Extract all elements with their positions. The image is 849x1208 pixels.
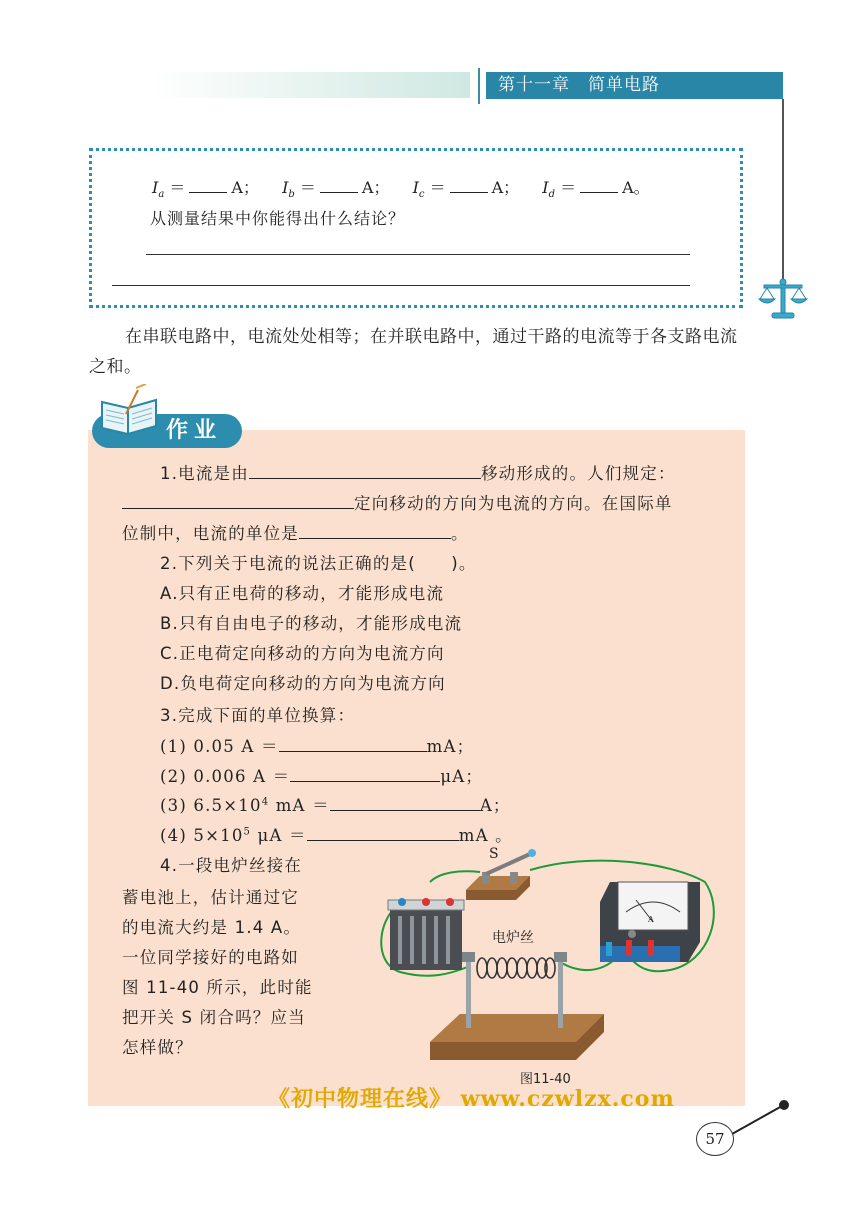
q3-blank-2[interactable] <box>290 765 440 782</box>
answer-line-2[interactable] <box>112 285 690 286</box>
blank-a[interactable] <box>189 178 227 193</box>
q2-stem: 2.下列关于电流的说法正确的是( )。 <box>160 554 477 573</box>
q3-item-4: (4) $5\times 10^5$ μA ＝ mA 。 <box>160 826 513 845</box>
meter-unit: A <box>648 915 654 924</box>
switch-icon <box>466 849 536 900</box>
q2-option-d[interactable]: D.负电荷定向移动的方向为电流方向 <box>160 674 446 693</box>
circuit-figure <box>370 842 720 1064</box>
ammeter-icon <box>600 882 700 962</box>
balance-scale-icon <box>756 277 810 321</box>
current-b: $I_b = A$； <box>282 178 390 201</box>
heating-coil <box>477 958 555 978</box>
wire-battery-switch <box>430 871 480 882</box>
q4-line-1: 4.一段电炉丝接在 <box>160 856 303 875</box>
blank-c[interactable] <box>450 178 488 193</box>
q3-item-3: (3) $6.5\times 10^4$ mA ＝ A； <box>160 796 511 815</box>
q2-option-a[interactable]: A.只有正电荷的移动，才能形成电流 <box>160 584 445 603</box>
q2-option-c[interactable]: C.正电荷定向移动的方向为电流方向 <box>160 644 445 663</box>
chapter-title: 第十一章 简单电路 <box>486 72 783 99</box>
q3-blank-4[interactable] <box>307 824 459 841</box>
margin-line <box>782 99 784 279</box>
q1-line1: 1.电流是由 移动形成的。人们规定： <box>160 464 676 483</box>
pen-icon <box>730 1098 790 1138</box>
q1-blank-1[interactable] <box>249 462 481 479</box>
q3-blank-3[interactable] <box>330 794 480 811</box>
q4-line-4: 一位同学接好的电路如 <box>122 948 299 967</box>
q1-blank-2[interactable] <box>122 492 354 509</box>
q2-option-b[interactable]: B.只有自由电子的移动，才能形成电流 <box>160 614 463 633</box>
page-number: 57 <box>696 1122 734 1156</box>
book-icon <box>96 384 162 436</box>
blank-b[interactable] <box>320 178 358 193</box>
q3-item-1: (1) 0.05 A ＝ mA； <box>160 737 475 756</box>
answer-line-1[interactable] <box>146 254 690 255</box>
current-c: $I_c = A$； <box>412 178 520 201</box>
q4-line-5: 图 11-40 所示，此时能 <box>122 978 313 997</box>
site-watermark: 《初中物理在线》 www.czwlzx.com <box>268 1086 675 1112</box>
q1-blank-3[interactable] <box>299 522 451 539</box>
q4-line-3: 的电流大约是 1.4 A。 <box>122 918 302 937</box>
q4-line-2: 蓄电池上，估计通过它 <box>122 888 299 907</box>
blank-d[interactable] <box>580 178 618 193</box>
q4-line-6: 把开关 S 闭合吗？应当 <box>122 1008 306 1027</box>
current-readings <box>152 175 668 200</box>
header-divider <box>478 68 480 104</box>
post-left <box>466 958 471 1028</box>
q3-stem: 3.完成下面的单位换算： <box>160 706 356 725</box>
q3-blank-1[interactable] <box>279 735 427 752</box>
header-gradient-band <box>150 72 470 98</box>
post-right <box>558 958 563 1028</box>
coil-label: 电炉丝 <box>492 930 534 946</box>
figure-caption: 图11-40 <box>520 1072 571 1087</box>
battery-icon <box>388 898 464 970</box>
q4-line-7: 怎样做？ <box>122 1038 193 1057</box>
q1-line3: 位制中，电流的单位是 。 <box>122 524 469 543</box>
current-a: $I_a = A$； <box>152 178 259 201</box>
conclusion-question: 从测量结果中你能得出什么结论？ <box>150 209 406 228</box>
q3-item-2: (2) 0.006 A ＝ μA； <box>160 767 484 786</box>
q1-line2: 定向移动的方向为电流的方向。在国际单 <box>122 490 673 514</box>
summary-paragraph: 在串联电路中，电流处处相等；在并联电路中，通过干路的电流等于各支路电流之和。 <box>89 327 738 377</box>
switch-label: S <box>489 846 499 862</box>
current-d: $I_d = A$。 <box>542 178 650 201</box>
homework-title: 作业 <box>92 414 242 448</box>
